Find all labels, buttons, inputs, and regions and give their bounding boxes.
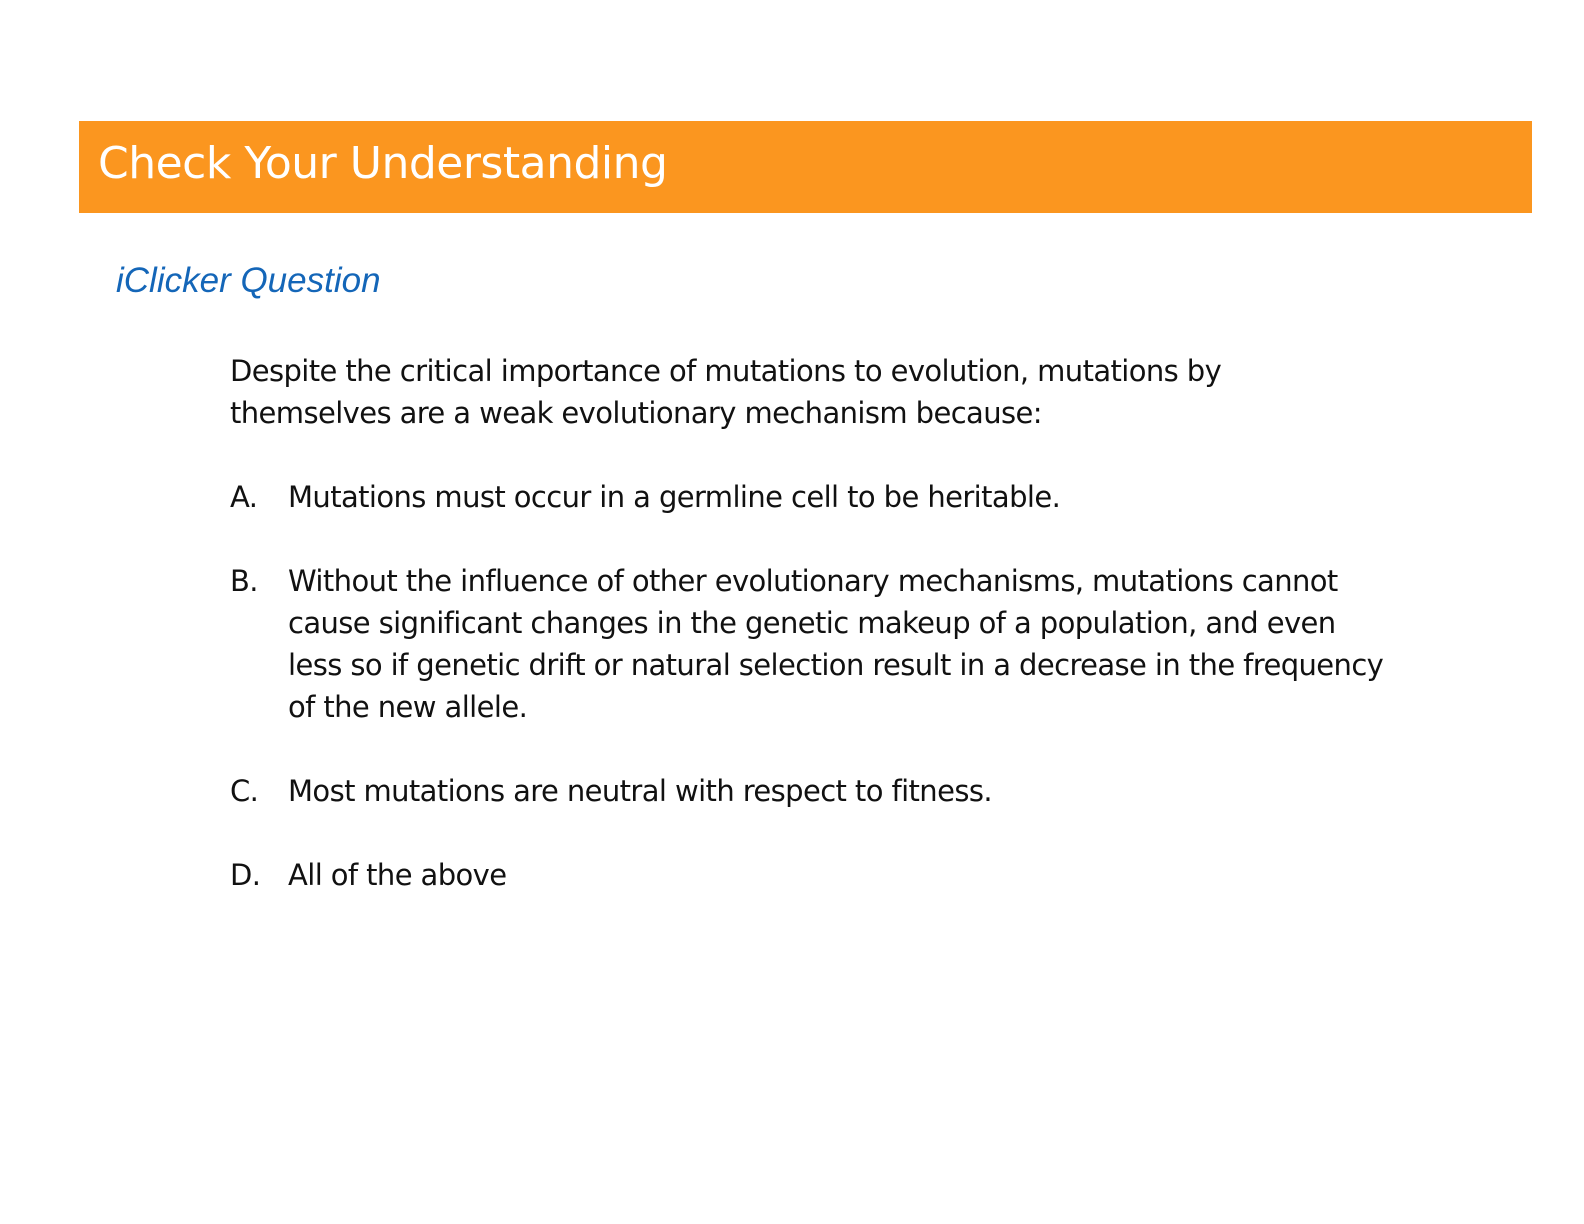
header-banner xyxy=(79,121,1532,213)
answer-option-d xyxy=(230,854,1390,896)
answer-option-b xyxy=(230,560,1390,728)
question-text: Despite the critical importance of mutations to evolution, mutations by themselves are a weak evolutionary mechanism because: xyxy=(230,354,1222,430)
answer-options-list xyxy=(230,476,1390,938)
option-text: All of the above xyxy=(288,858,507,892)
option-letter: A. xyxy=(230,480,258,514)
option-letter: D. xyxy=(230,858,261,892)
answer-option-a xyxy=(230,476,1390,518)
answer-option-c xyxy=(230,770,1390,812)
option-letter: B. xyxy=(230,564,258,598)
option-text: Without the influence of other evolutionary mechanisms, mutations cannot cause significant changes in the genetic makeup of a population, and even less so if genetic drift or natural selection result in a decrease in the frequency of the new allele. xyxy=(288,564,1384,724)
option-letter: C. xyxy=(230,774,259,808)
section-subtitle: iClicker Question xyxy=(116,261,381,300)
page-title: Check Your Understanding xyxy=(98,138,668,189)
option-text: Most mutations are neutral with respect to fitness. xyxy=(288,774,992,808)
option-text: Mutations must occur in a germline cell to be heritable. xyxy=(288,480,1061,514)
